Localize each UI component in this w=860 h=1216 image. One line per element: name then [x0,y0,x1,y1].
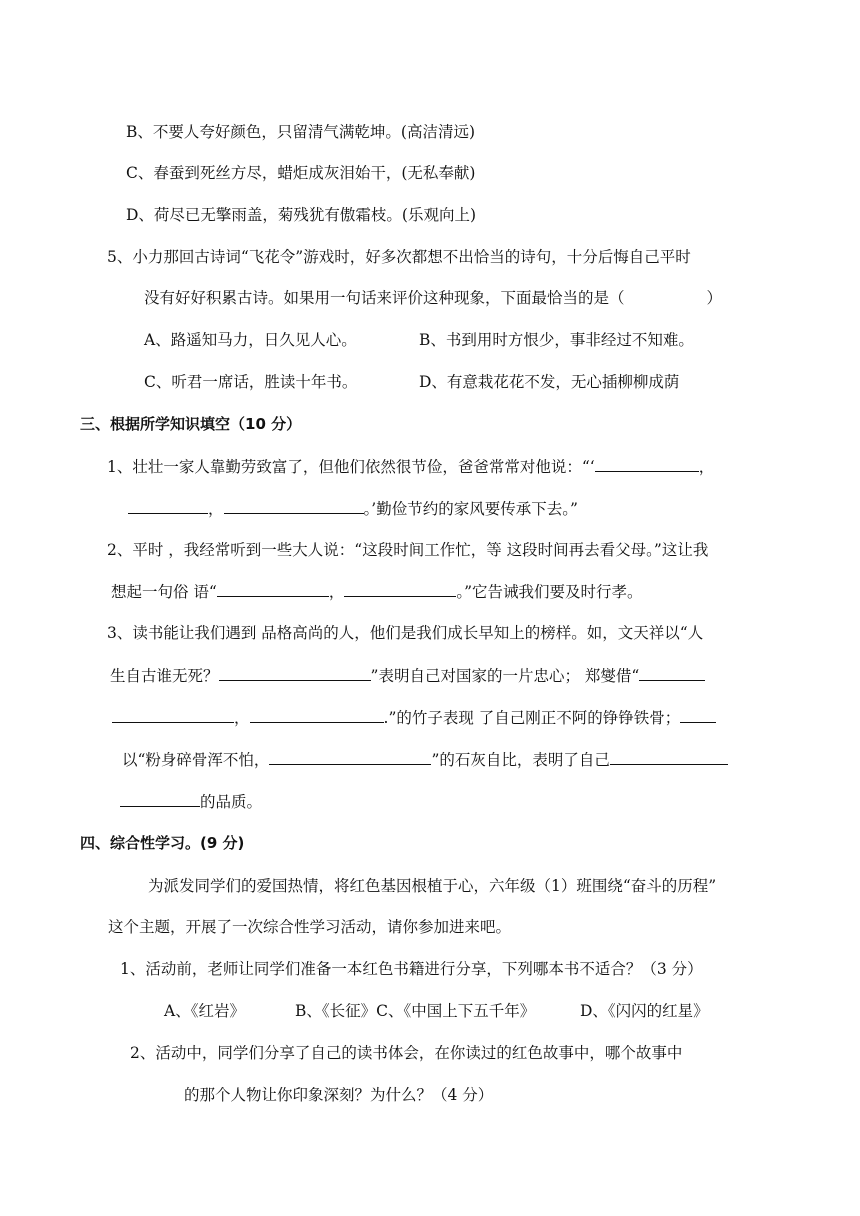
section-3-q1-line-1 [107,455,714,478]
fill-blank[interactable] [217,580,329,597]
section-4-intro-line-1: 为派发同学们的爱国热情，将红色基因根植于心，六年级（1）班围绕“奋斗的历程” [148,877,717,895]
section-4-q1-option-a: A、《红岩》 [164,1002,245,1020]
fill-blank[interactable] [595,455,699,472]
section-4-q1: 1、活动前，老师让同学们准备一本红色书籍进行分享，下列哪本书不适合？（3 分） [120,960,703,978]
section-4-intro-line-2: 这个主题，开展了一次综合性学习活动，请你参加进来吧。 [108,918,512,936]
fill-blank[interactable] [610,748,728,765]
q3-text-4: 以“粉身碎骨浑不怕， [122,751,270,769]
q3-text-5: ”的石灰自比，表明了自己 [431,751,610,769]
question-5-close: ） [706,289,723,307]
question-5-option-b: B、书到用时方恨少，事非经过不知难。 [419,331,694,349]
option-d: D、荷尽已无擎雨盖，菊残犹有傲霜枝。(乐观向上) [126,206,477,224]
question-5-line-1: 5、小力那回古诗词“飞花令”游戏时，好多次都想不出恰当的诗句，十分后悔自己平时 [107,248,691,266]
section-4-q2-line-1: 2、活动中，同学们分享了自己的读书体会，在你读过的红色故事中，哪个故事中 [130,1044,683,1062]
q1-end: 。’勤俭节约的家风要传承下去。” [363,500,578,518]
fill-blank[interactable] [120,790,200,807]
section-3-q2-line-2 [111,580,643,603]
fill-blank[interactable] [112,706,234,723]
q1-comma: ， [698,458,715,476]
section-3-q3-line-3 [112,706,716,729]
section-4-q1-option-d: D、《闪闪的红星》 [580,1002,709,1020]
q1-comma-2: ， [208,500,224,518]
section-4-q2-line-2: 的那个人物让你印象深刻？为什么？（4 分） [184,1086,494,1104]
section-3-heading: 三、根据所学知识填空（10 分） [80,415,302,433]
fill-blank[interactable] [128,497,208,514]
section-4-q1-option-bc: B、《长征》C、《中国上下五千年》 [295,1002,536,1020]
question-5-text: 没有好好积累古诗。如果用一句话来评价这种现象，下面最恰当的是（ [144,289,625,307]
fill-blank[interactable] [680,706,716,723]
q2-comma: ， [328,583,345,601]
q3-text-3: .”的竹子表现 了自己刚正不阿的铮铮铁骨； [383,709,681,727]
section-3-q3-line-5 [120,790,262,813]
question-5-line-2 [144,287,722,309]
q3-comma: ， [234,709,250,727]
q3-text: 生自古谁无死？ [110,667,219,685]
fill-blank[interactable] [639,664,705,681]
question-5-option-d: D、有意栽花花不发，无心插柳柳成荫 [419,373,680,391]
section-3-q3-line-1: 3、读书能让我们遇到 品格高尚的人，他们是我们成长早知上的榜样。如，文天祥以“人 [107,624,704,642]
question-5-option-a: A、路遥知马力，日久见人心。 [144,331,357,349]
fill-blank[interactable] [219,664,371,681]
fill-blank[interactable] [269,748,431,765]
section-3-q2-line-1: 2、平时 ，我经常听到一些大人说：“这段时间工作忙，等 这段时间再去看父母。”这让我 [107,541,709,559]
fill-blank[interactable] [224,497,364,514]
q3-end: 的品质。 [200,793,263,811]
section-3-q3-line-2 [110,664,705,687]
section-3-q3-line-4 [122,748,728,771]
q3-text-2: ”表明自己对国家的一片忠心； 郑燮借“ [370,667,640,685]
section-4-heading: 四、综合性学习。(9 分) [80,834,245,852]
q1-text: 1、壮壮一家人靠勤劳致富了，但他们依然很节俭，爸爸常常对他说：“‘ [107,458,595,476]
question-5-option-c: C、听君一席话，胜读十年书。 [144,373,358,391]
option-b: B、不要人夸好颜色，只留清气满乾坤。(高洁清远) [126,123,475,141]
q2-end: 。”它告诫我们要及时行孝。 [456,583,643,601]
q2-text: 想起一句俗 语“ [111,583,217,601]
option-c: C、春蚕到死丝方尽，蜡炬成灰泪始干，(无私奉献) [126,164,476,182]
fill-blank[interactable] [344,580,456,597]
section-3-q1-line-2 [128,497,578,520]
fill-blank[interactable] [250,706,384,723]
